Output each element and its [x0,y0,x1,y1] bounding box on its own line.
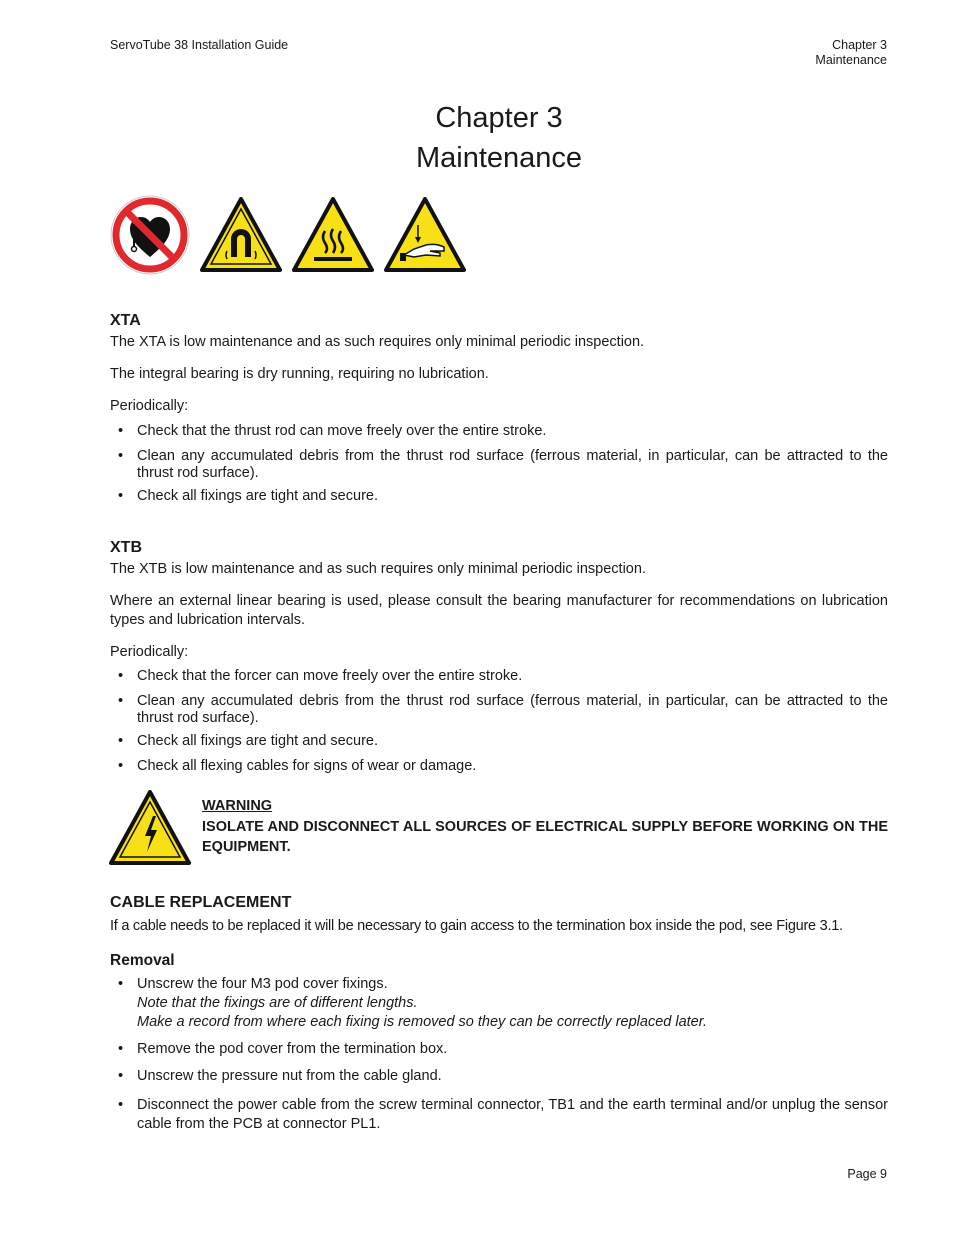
list-item-text: Check all fixings are tight and secure. [137,488,378,504]
list-item-text: Check all flexing cables for signs of wear or damage. [137,758,477,774]
chapter-title: Chapter 3 [435,102,563,134]
bullet-icon: • [118,448,124,464]
xta-paragraph-3: Periodically: [110,398,189,414]
list-item-text: Clean any accumulated debris from the thrust rod surface (ferrous material, in particular, can be attracted to the thrust rod surface). [137,448,888,481]
removal-subheading: Removal [110,952,175,969]
xtb-heading: XTB [110,539,142,556]
xta-heading: XTA [110,312,141,329]
list-item-text: Remove the pod cover from the termination box. [137,1041,448,1057]
fixings-length-note: Note that the fixings are of different lengths. [137,995,418,1011]
xtb-paragraph-3: Periodically: [110,644,189,660]
list-item-text: Check that the forcer can move freely over the entire stroke. [137,668,523,684]
cable-paragraph: If a cable needs to be replaced it will be necessary to gain access to the termination box inside the pod, see Figure 3.1. [110,918,843,934]
chapter-subtitle: Maintenance [415,142,583,174]
bullet-icon: • [118,488,124,504]
hot-surface-warning-icon [292,197,374,272]
list-item-text: Check that the thrust rod can move freely over the entire stroke. [137,423,547,439]
list-item-text: Unscrew the four M3 pod cover fixings. [137,976,388,992]
page-number: Page 9 [847,1167,887,1181]
list-item-text: Unscrew the pressure nut from the cable gland. [137,1068,442,1084]
electrical-hazard-icon [109,790,191,865]
header-section-label: Maintenance [815,53,887,67]
list-item-text: Clean any accumulated debris from the thrust rod surface (ferrous material, in particular, can be attracted to the thrust rod surface). [137,693,888,726]
bullet-icon: • [118,1097,124,1113]
bullet-icon: • [118,733,124,749]
bullet-icon: • [118,758,124,774]
header-chapter [815,38,887,68]
bullet-icon: • [118,1068,124,1084]
xta-paragraph-2: The integral bearing is dry running, requiring no lubrication. [110,366,489,382]
xtb-paragraph-2: Where an external linear bearing is used, please consult the bearing manufacturer for recommendations on lubrication types and lubrication intervals. [110,593,888,628]
list-item-text: Check all fixings are tight and secure. [137,733,378,749]
crush-hand-warning-icon [384,197,466,272]
bullet-icon: • [118,423,124,439]
header-chapter-label: Chapter 3 [832,38,887,52]
bullet-icon: • [118,668,124,684]
no-pacemaker-icon [110,195,190,275]
bullet-icon: • [118,693,124,709]
header-doc-title: ServoTube 38 Installation Guide [110,38,289,52]
cable-heading: CABLE REPLACEMENT [110,894,292,911]
magnet-warning-icon [200,197,282,272]
bullet-icon: • [118,976,124,992]
warning-text: ISOLATE AND DISCONNECT ALL SOURCES OF ELECTRICAL SUPPLY BEFORE WORKING ON THE EQUIPMENT. [202,819,888,855]
fixings-record-note: Make a record from where each fixing is removed so they can be correctly replaced later. [137,1014,708,1030]
xta-paragraph-1: The XTA is low maintenance and as such requires only minimal periodic inspection. [110,334,645,350]
warning-heading: WARNING [202,798,273,814]
list-item-text: Disconnect the power cable from the screw terminal connector, TB1 and the earth terminal and/or unplug the sensor cable from the PCB at connector PL1. [137,1097,888,1132]
xtb-paragraph-1: The XTB is low maintenance and as such requires only minimal periodic inspection. [110,561,646,577]
bullet-icon: • [118,1041,124,1057]
